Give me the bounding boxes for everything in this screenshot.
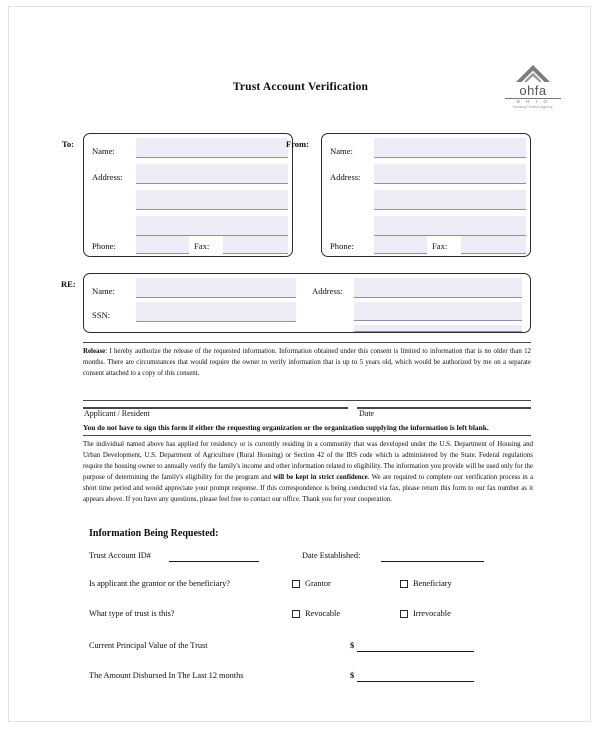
release-bottom-rule — [83, 400, 531, 401]
from-phone-input[interactable] — [374, 236, 427, 254]
disbursed-currency-symbol: $ — [350, 671, 355, 680]
document-page — [8, 6, 591, 722]
grantor-option-label: Grantor — [305, 579, 331, 588]
date-signature-label: Date — [359, 409, 375, 418]
grantor-question-label: Is applicant the grantor or the beneficiary? — [89, 579, 230, 588]
principal-currency-symbol: $ — [350, 641, 355, 650]
release-top-rule — [83, 342, 531, 343]
grantor-checkbox[interactable] — [292, 580, 300, 588]
release-heading: Release — [83, 348, 106, 355]
to-block — [83, 133, 293, 257]
house-roof-icon — [516, 65, 550, 84]
logo-tagline: Housing Finance Agency — [513, 104, 553, 109]
body-part2: . We are required to complete our verification process in a short time period and would appreciate your prompt response. If this correspondence is being conducted via fax, please return this form to our fax number as it appears above. If you have any questions, please feel free to contact our office. Thank you for your cooperation. — [83, 474, 533, 504]
release-paragraph — [83, 346, 531, 379]
to-name-input[interactable] — [136, 138, 288, 158]
irrevocable-checkbox[interactable] — [400, 610, 408, 618]
body-bold1: will be kept in strict confidence — [273, 474, 368, 482]
beneficiary-checkbox[interactable] — [400, 580, 408, 588]
to-phone-label: Phone: — [92, 241, 116, 251]
applicant-signature-label: Applicant / Resident — [84, 409, 150, 418]
notice-bottom-rule — [83, 435, 531, 436]
to-address-label: Address: — [92, 172, 123, 182]
requested-section-heading: Information Being Requested: — [89, 528, 219, 539]
irrevocable-option-label: Irrevocable — [413, 609, 451, 618]
page-title: Trust Account Verification — [232, 81, 369, 93]
principal-value-label: Current Principal Value of the Trust — [89, 641, 208, 650]
re-name-label: Name: — [92, 286, 115, 296]
release-text: : I hereby authorize the release of the requested information. Information obtained under this consent is limited to information that is no older than 12 months. There are circumstances that would require the owner to verify information that is up to 5 years old, which would be authorized by me on a separate consent attached to a copy of this consent. — [83, 348, 531, 378]
from-address-input-line1[interactable] — [374, 164, 526, 184]
trust-account-id-input[interactable] — [169, 561, 259, 562]
from-address-input-line3[interactable] — [374, 216, 526, 236]
to-address-input-line3[interactable] — [136, 216, 288, 236]
re-address-label: Address: — [312, 286, 343, 296]
principal-value-input[interactable] — [357, 651, 474, 652]
revocable-checkbox[interactable] — [292, 610, 300, 618]
from-fax-input[interactable] — [461, 236, 526, 254]
disbursed-amount-label: The Amount Disbursed In The Last 12 months — [89, 671, 244, 680]
to-block-label: To: — [62, 139, 74, 149]
from-address-label: Address: — [330, 172, 361, 182]
re-ssn-label: SSN: — [92, 310, 111, 320]
from-block — [321, 133, 531, 257]
date-established-input[interactable] — [381, 561, 484, 562]
re-address-input-line2[interactable] — [354, 302, 522, 321]
from-phone-label: Phone: — [330, 241, 354, 251]
logo-wordmark: ohfa — [519, 83, 547, 98]
from-name-input[interactable] — [374, 138, 526, 158]
from-block-label: From: — [286, 139, 309, 149]
trust-account-id-label: Trust Account ID# — [89, 551, 151, 560]
re-address-input-line3[interactable] — [354, 325, 522, 332]
signature-notice: You do not have to sign this form if either the requesting organization or the organization supplying the information is left blank. — [83, 423, 489, 432]
from-fax-label: Fax: — [432, 241, 448, 251]
re-block-label: RE: — [61, 279, 76, 289]
body-paragraph — [83, 439, 533, 506]
from-name-label: Name: — [330, 146, 353, 156]
logo-state: O H I O — [505, 98, 561, 105]
to-fax-label: Fax: — [194, 241, 210, 251]
re-name-input[interactable] — [136, 278, 296, 298]
to-name-label: Name: — [92, 146, 115, 156]
date-established-label: Date Established: — [302, 551, 361, 560]
revocable-option-label: Revocable — [305, 609, 341, 618]
to-address-input-line1[interactable] — [136, 164, 288, 184]
to-phone-input[interactable] — [136, 236, 189, 254]
re-ssn-input[interactable] — [136, 302, 296, 322]
re-block — [83, 273, 531, 333]
to-fax-input[interactable] — [223, 236, 288, 254]
date-signature-line[interactable] — [357, 407, 531, 409]
from-address-input-line2[interactable] — [374, 190, 526, 210]
disbursed-amount-input[interactable] — [357, 681, 474, 682]
ohfa-logo — [505, 65, 561, 109]
body-part1: The individual named above has applied for residency or is currently residing in a community that was developed under the U.S. Department of Housing and Urban Development, U.S. Department of Agriculture (Rural Housing) or Section 42 of the IRS code which is administered by the State. Federal regulations require the housing owner to annually verify the family's income and other information related to eligibility. The information you provide will be used only for the purpose of determining the family's eligibility for the program and — [83, 441, 533, 482]
trust-type-question-label: What type of trust is this? — [89, 609, 175, 618]
beneficiary-option-label: Beneficiary — [413, 579, 452, 588]
to-address-input-line2[interactable] — [136, 190, 288, 210]
re-address-input-line1[interactable] — [354, 278, 522, 298]
